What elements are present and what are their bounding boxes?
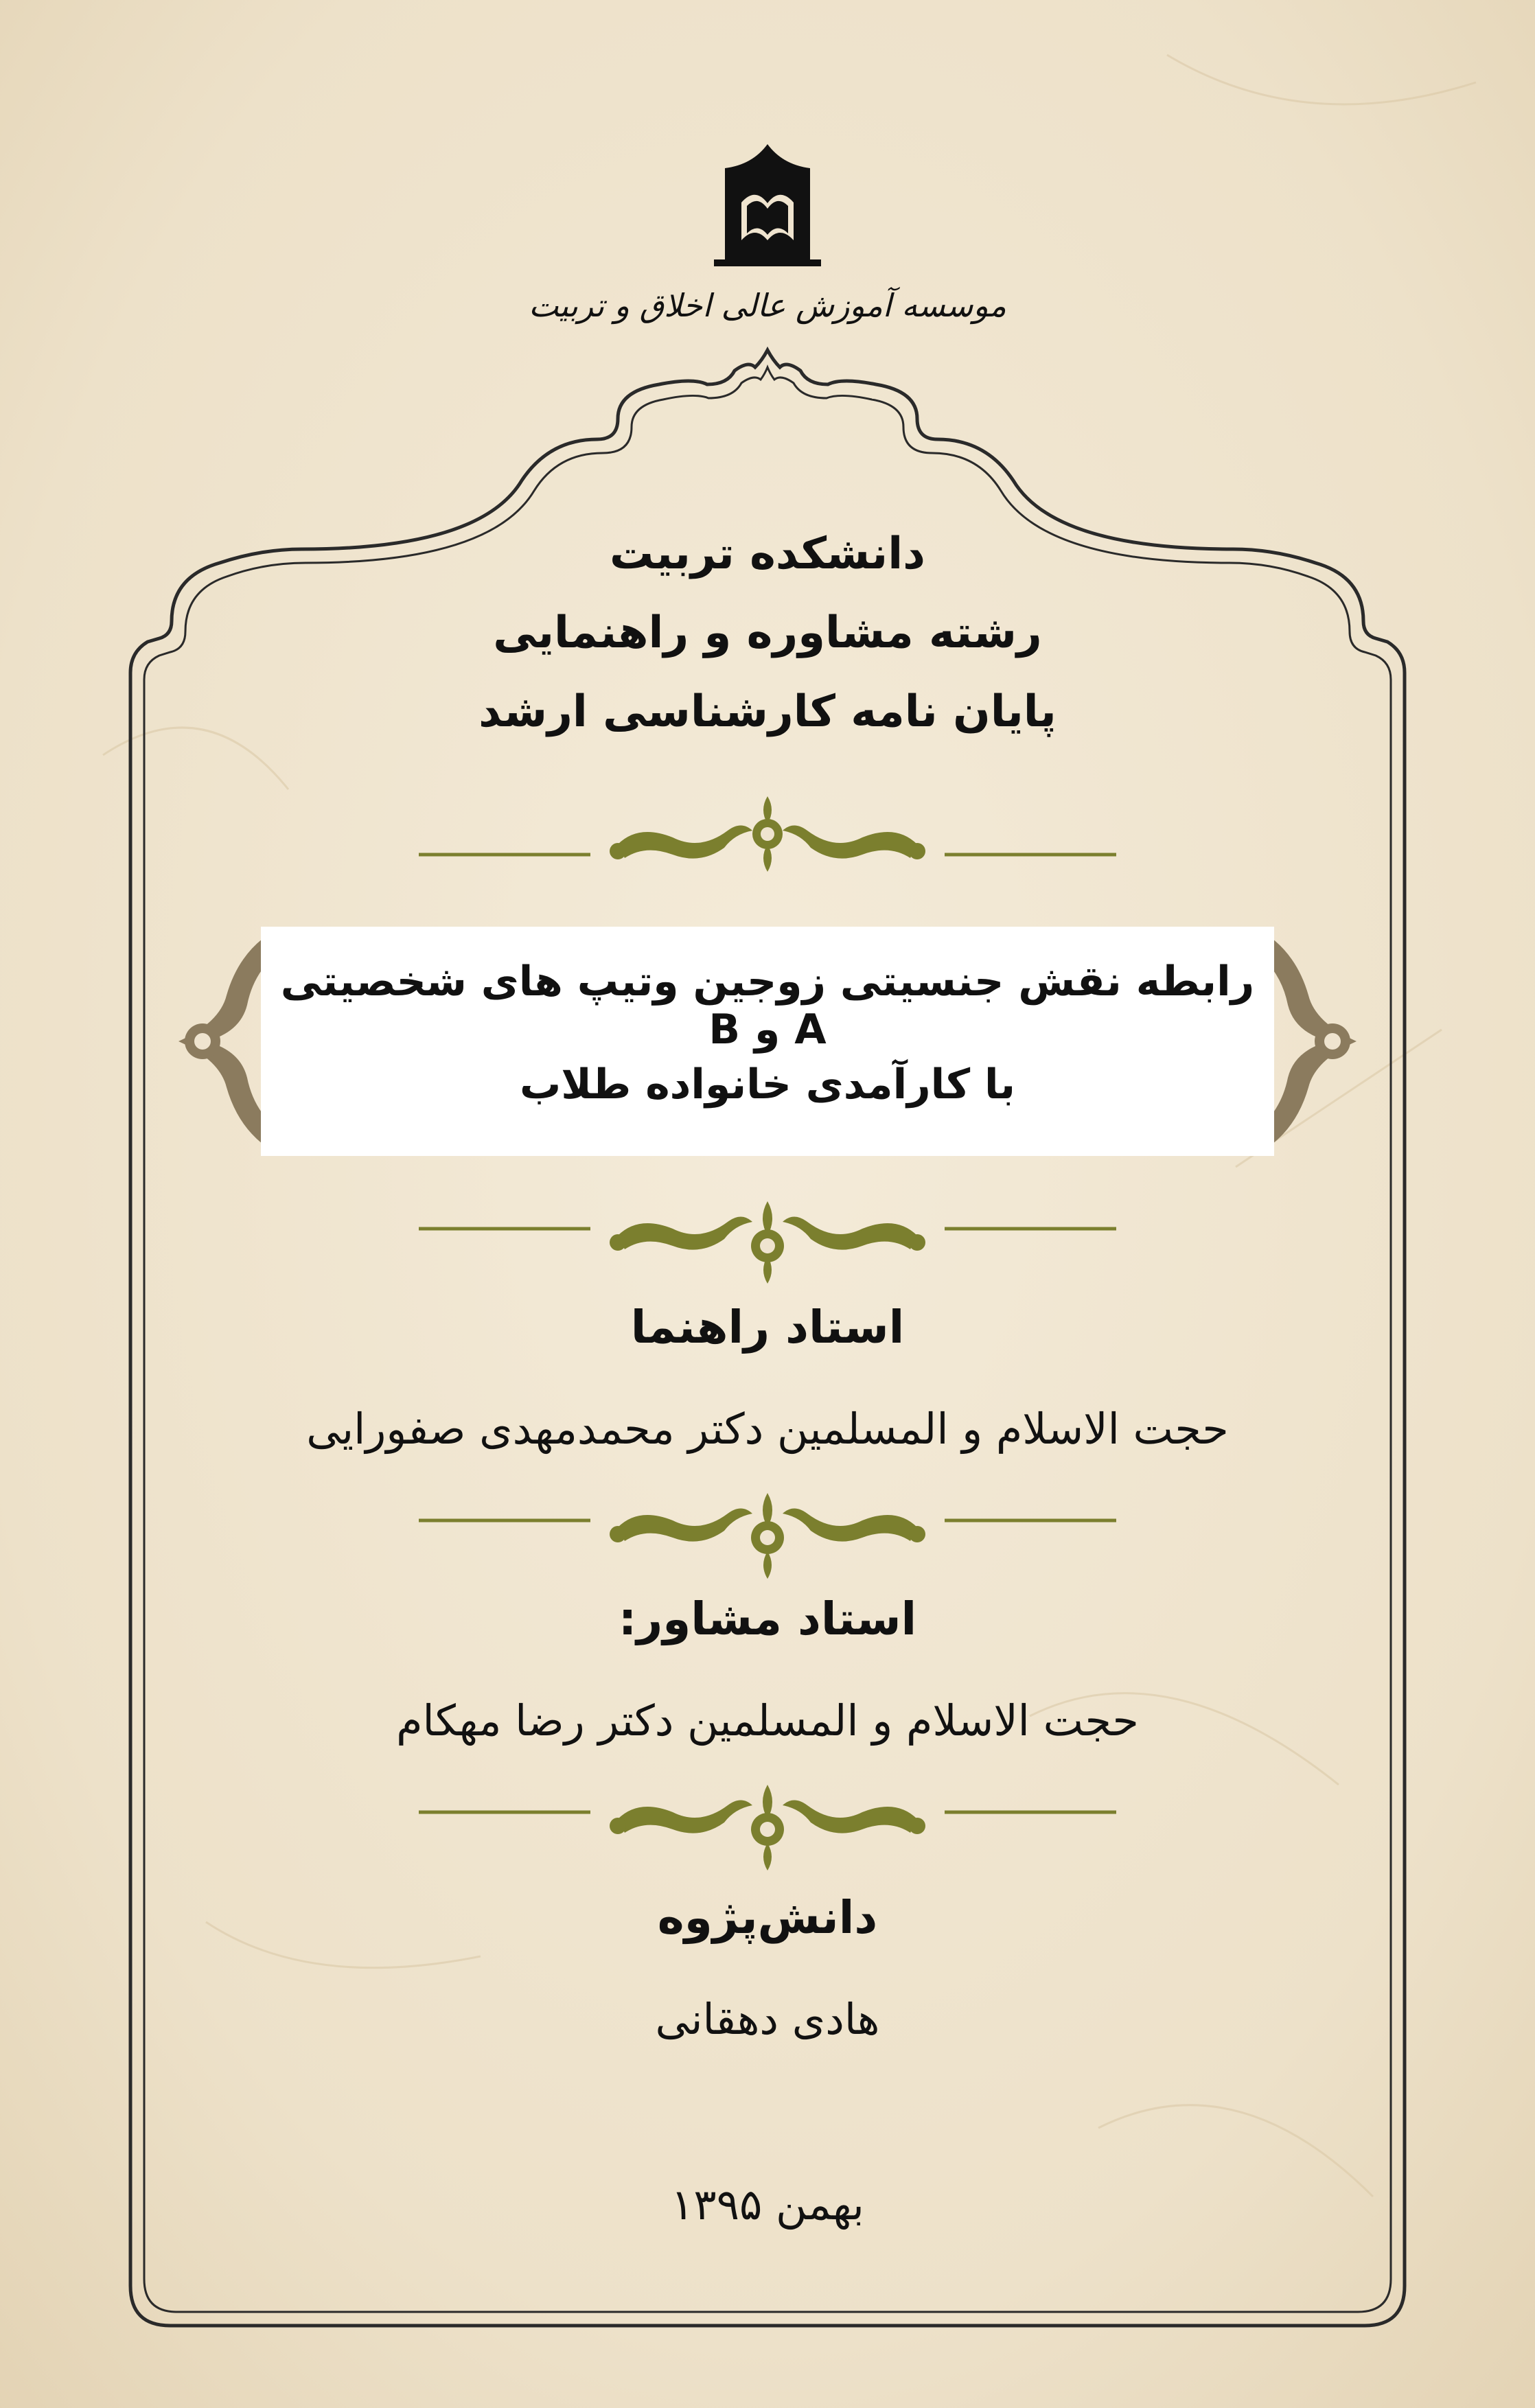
ornament-divider [412, 789, 1123, 879]
field-name: رشته مشاوره و راهنمایی [493, 607, 1042, 658]
supervisor-label: استاد راهنما [630, 1301, 905, 1354]
ornament-divider [412, 1483, 1123, 1586]
faculty-name: دانشکده تربیت [610, 529, 925, 579]
ornament-divider [412, 1188, 1123, 1290]
ornament-divider [412, 1774, 1123, 1877]
institute-name: موسسه آموزش عالی اخلاق و تربیت [529, 287, 1006, 324]
researcher-label: دانش‌پژوه [657, 1891, 878, 1944]
thesis-title-line1: رابطه نقش جنسیتی زوجین وتیپ های شخصیتی A و B [280, 958, 1255, 1054]
advisor-name: حجت الاسلام و المسلمین دکتر رضا مهکام [396, 1695, 1139, 1746]
institute-logo-icon [700, 137, 835, 275]
degree-title: پایان نامه کارشناسی ارشد [478, 686, 1057, 737]
researcher-name: هادی دهقانی [655, 1994, 880, 2044]
supervisor-name: حجت الاسلام و المسلمین دکتر محمدمهدی صفورایی [306, 1404, 1229, 1454]
submission-date: بهمن ۱۳۹۵ [671, 2179, 864, 2230]
thesis-title-line2: با کارآمدی خانواده طلاب [519, 1061, 1016, 1109]
advisor-label: استاد مشاور: [618, 1593, 917, 1645]
